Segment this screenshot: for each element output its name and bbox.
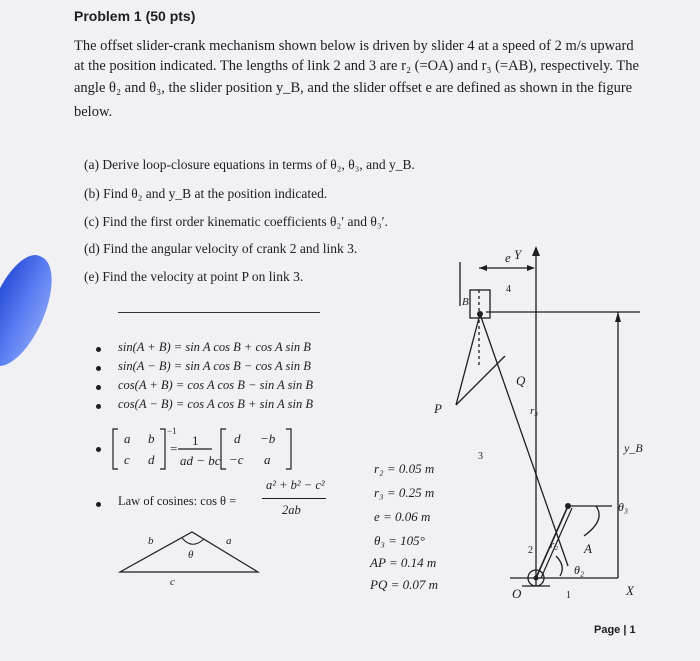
inverse-d: d	[234, 431, 241, 446]
label-link-1: 1	[566, 590, 571, 601]
intro-line-3: angle θ₂ and θ₃, the slider position y_B, and the slider offset e are defined as shown in the figure	[74, 80, 633, 96]
link-3	[480, 314, 568, 566]
identity-cos-diff: cos(A − B) = cos A cos B + sin A sin B	[118, 397, 313, 411]
given-r3: r₃ = 0.25 m	[374, 485, 435, 500]
inverse-factor-num: 1	[192, 433, 199, 448]
triangle-label-theta: θ	[188, 549, 194, 561]
given-e: e = 0.06 m	[374, 509, 431, 524]
triangle-label-a: a	[226, 535, 232, 547]
label-b: B	[462, 296, 469, 308]
question-c: (c) Find the first order kinematic coefficients θ₂′ and θ₃′.	[84, 214, 388, 229]
label-p: P	[434, 401, 442, 416]
joint-b	[477, 311, 483, 317]
law-of-cosines-label: Law of cosines: cos θ =	[118, 494, 237, 508]
label-link-4: 4	[506, 284, 511, 295]
label-r2: r₂	[550, 539, 559, 551]
label-theta2: θ₂	[574, 563, 585, 577]
identity-sin-sum: sin(A + B) = sin A cos B + cos A sin B	[118, 340, 311, 354]
label-x: X	[626, 583, 634, 598]
inverse-a: a	[264, 452, 271, 467]
label-o: O	[512, 586, 522, 601]
inverse-factor-den: ad − bc	[180, 453, 221, 468]
svg-text:=: =	[170, 441, 178, 456]
question-b: (b) Find θ₂ and y_B at the position indicated.	[84, 186, 328, 201]
given-r2: r₂ = 0.05 m	[374, 461, 435, 476]
identity-cos-sum: cos(A + B) = cos A cos B − sin A sin B	[118, 378, 313, 392]
given-theta3: θ₃ = 105°	[374, 533, 425, 548]
question-a: (a) Derive loop-closure equations in terms of θ₂, θ₃, and y_B.	[84, 157, 415, 172]
given-pq: PQ = 0.07 m	[370, 577, 438, 592]
inverse-neg-b: −b	[260, 431, 276, 446]
identity-sin-diff: sin(A − B) = sin A cos B − cos A sin B	[118, 359, 311, 373]
law-of-cosines-numerator: a² + b² − c²	[266, 478, 325, 492]
label-a: A	[584, 541, 592, 556]
label-link-2: 2	[528, 545, 533, 556]
question-d: (d) Find the angular velocity of crank 2 and link 3.	[84, 241, 358, 256]
page-number: Page | 1	[594, 624, 636, 636]
label-e: e	[505, 250, 511, 265]
intro-line-4: below.	[74, 104, 113, 120]
label-q: Q	[516, 373, 526, 388]
intro-line-1: The offset slider-crank mechanism shown below is driven by slider 4 at a speed of 2 m/s upward	[74, 38, 634, 54]
given-ap: AP = 0.14 m	[370, 555, 437, 570]
inverse-neg-c: −c	[229, 452, 244, 467]
svg-text:−1: −1	[167, 426, 177, 436]
triangle-label-b: b	[148, 535, 154, 547]
label-theta3: θ₃	[618, 500, 629, 514]
label-r3: r₃	[530, 405, 539, 417]
intro-line-2: at the position indicated. The lengths of link 2 and 3 are r₂ (=OA) and r₃ (=AB), respectively. The	[74, 58, 639, 74]
matrix-d: d	[148, 452, 155, 467]
joint-o	[534, 576, 539, 581]
label-link-3: 3	[478, 451, 483, 462]
triangle-label-c: c	[170, 576, 175, 588]
problem-title: Problem 1 (50 pts)	[74, 8, 196, 24]
law-of-cosines-denominator: 2ab	[282, 503, 301, 517]
matrix-b: b	[148, 431, 155, 446]
matrix-c: c	[124, 452, 130, 467]
label-y: Y	[514, 247, 522, 262]
question-e: (e) Find the velocity at point P on link 3.	[84, 269, 304, 284]
matrix-a: a	[124, 431, 131, 446]
joint-a	[565, 503, 571, 509]
label-yb: y_B	[624, 441, 643, 455]
